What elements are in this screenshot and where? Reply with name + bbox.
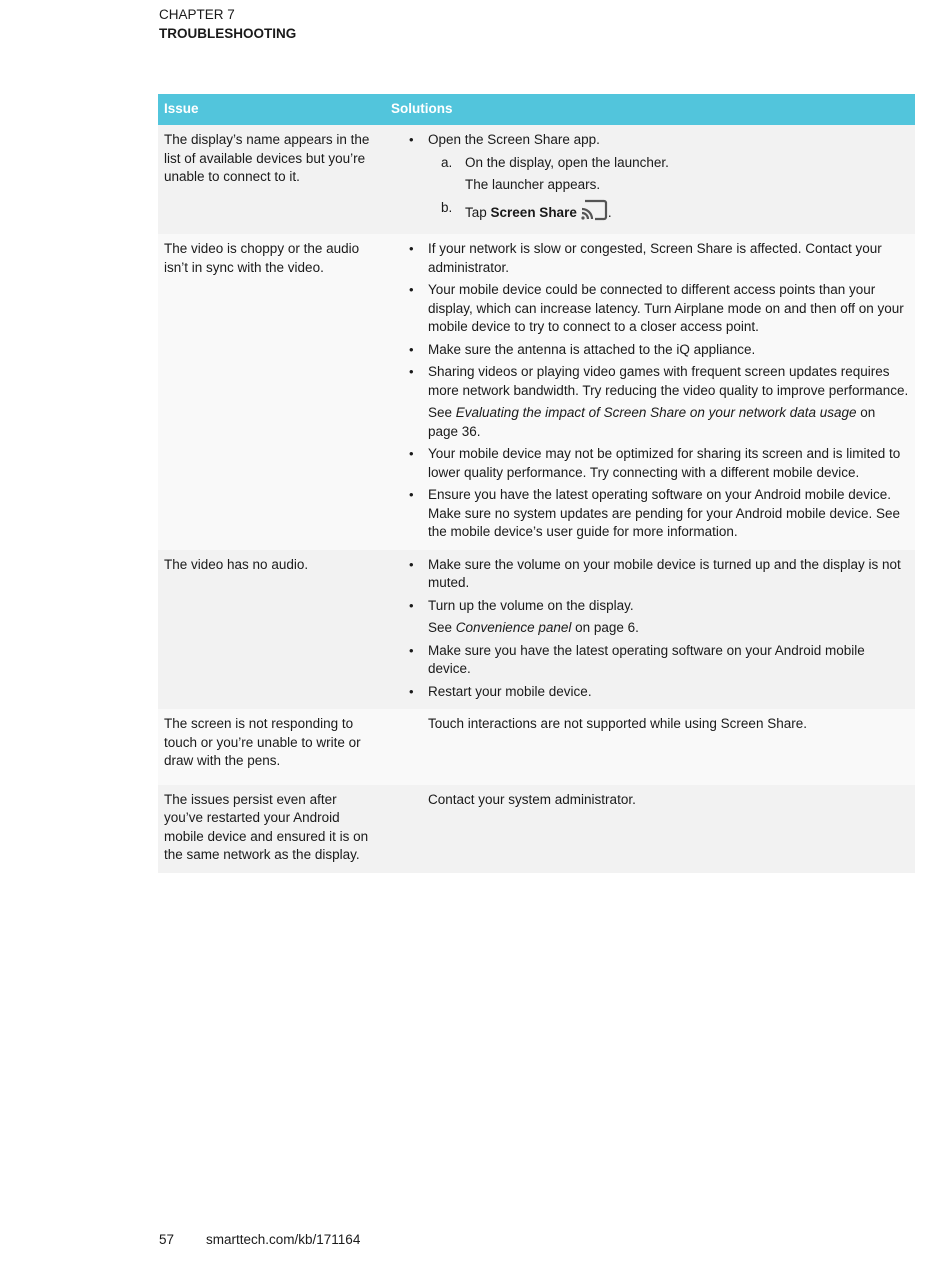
solution-cell	[385, 785, 915, 873]
step-item	[428, 154, 909, 195]
cast-icon	[580, 199, 608, 227]
solution-cell	[385, 234, 915, 550]
column-header-issue: Issue	[158, 94, 385, 125]
see-prefix: See	[428, 620, 456, 635]
bullet-icon: •	[409, 241, 414, 256]
table-row	[158, 709, 915, 785]
list-item	[409, 445, 909, 482]
screen-share-label: Screen Share	[490, 204, 577, 220]
see-suffix: on page 36.	[428, 405, 876, 439]
solution-cell	[385, 125, 915, 234]
solution-cell	[385, 550, 915, 710]
see-prefix: See	[428, 405, 456, 420]
table-row	[158, 785, 915, 873]
step-list	[428, 154, 909, 227]
list-item	[409, 556, 909, 593]
solution-text: Ensure you have the latest operating software on your Android mobile device. Make sure no system updates are pending for your Android mobile device. See the mobile device’s user guide for more information.	[428, 487, 901, 539]
table-row	[158, 125, 915, 234]
column-header-solutions: Solutions	[385, 94, 915, 125]
list-item	[409, 486, 909, 542]
solution-text: Turn up the volume on the display.	[428, 597, 634, 613]
step-text-pre: Tap	[465, 204, 491, 220]
bullet-icon: •	[409, 556, 414, 572]
bullet-icon: •	[409, 364, 414, 379]
troubleshooting-table	[158, 94, 915, 873]
issue-cell: The display’s name appears in the list of available devices but you’re unable to connect to it.	[158, 125, 385, 234]
footer-url[interactable]: smarttech.com/kb/171164	[206, 1232, 361, 1247]
bullet-icon: •	[409, 132, 414, 147]
table-row	[158, 550, 915, 710]
step-label: a.	[441, 154, 453, 170]
table-row	[158, 234, 915, 550]
solution-text: Contact your system administrator.	[428, 791, 636, 807]
bullet-icon: •	[409, 341, 414, 357]
step-label: b.	[441, 199, 453, 215]
list-item	[409, 240, 909, 277]
step-text: On the display, open the launcher.	[465, 154, 669, 170]
bullet-icon: •	[409, 597, 414, 613]
bullet-icon: •	[409, 683, 414, 699]
table-header-row	[158, 94, 915, 125]
issue-cell: The video has no audio.	[158, 550, 385, 710]
step-item	[428, 199, 909, 227]
solution-text: Your mobile device could be connected to different access points than your display, which can increase latency. Turn Airplane mode on and then off on your mobile device to try to connect to a closer access point.	[428, 282, 904, 334]
section-title: TROUBLESHOOTING	[159, 26, 297, 41]
cross-reference	[428, 404, 909, 441]
solution-text: Your mobile device may not be optimized for sharing its screen and is limited to lower quality performance. Try connecting with a different mobile device.	[428, 446, 901, 480]
solution-text: Open the Screen Share app.	[428, 132, 600, 147]
issue-cell: The screen is not responding to touch or you’re unable to write or draw with the pens.	[158, 709, 385, 785]
cross-reference	[428, 619, 909, 638]
solution-list	[391, 240, 909, 542]
bullet-icon: •	[409, 282, 414, 297]
chapter-label: CHAPTER 7	[159, 7, 235, 22]
list-item	[409, 683, 909, 702]
solution-text: Make sure the antenna is attached to the iQ appliance.	[428, 341, 756, 357]
issue-cell: The issues persist even after you’ve restarted your Android mobile device and ensured it is on the same network as the display.	[158, 785, 385, 873]
step-text-post: .	[607, 204, 612, 220]
issue-cell: The video is choppy or the audio isn’t in sync with the video.	[158, 234, 385, 550]
list-item	[409, 597, 909, 638]
solution-cell	[385, 709, 915, 785]
solution-list	[391, 131, 909, 226]
page-header	[159, 6, 296, 44]
see-suffix: on page 6.	[571, 620, 639, 635]
page-number: 57	[159, 1232, 175, 1247]
list-item	[409, 341, 909, 360]
solution-text: Restart your mobile device.	[428, 683, 592, 699]
list-item	[409, 281, 909, 337]
solution-text: Touch interactions are not supported while using Screen Share.	[428, 716, 807, 731]
bullet-icon: •	[409, 642, 414, 658]
solution-list	[391, 556, 909, 702]
step-note: The launcher appears.	[465, 177, 601, 192]
bullet-icon: •	[409, 487, 414, 502]
solution-text: Sharing videos or playing video games with frequent screen updates requires more network bandwidth. Try reducing the video quality to improve performance.	[428, 364, 909, 398]
list-item	[409, 131, 909, 226]
solution-text: Make sure you have the latest operating software on your Android mobile device.	[428, 642, 865, 676]
reference-link[interactable]: Evaluating the impact of Screen Share on your network data usage	[455, 405, 857, 420]
list-item	[409, 642, 909, 679]
list-item	[409, 363, 909, 441]
bullet-icon: •	[409, 446, 414, 461]
reference-link[interactable]: Convenience panel	[455, 620, 572, 635]
solution-text: Make sure the volume on your mobile device is turned up and the display is not muted.	[428, 556, 901, 590]
solution-text: If your network is slow or congested, Screen Share is affected. Contact your administrator.	[428, 241, 882, 275]
